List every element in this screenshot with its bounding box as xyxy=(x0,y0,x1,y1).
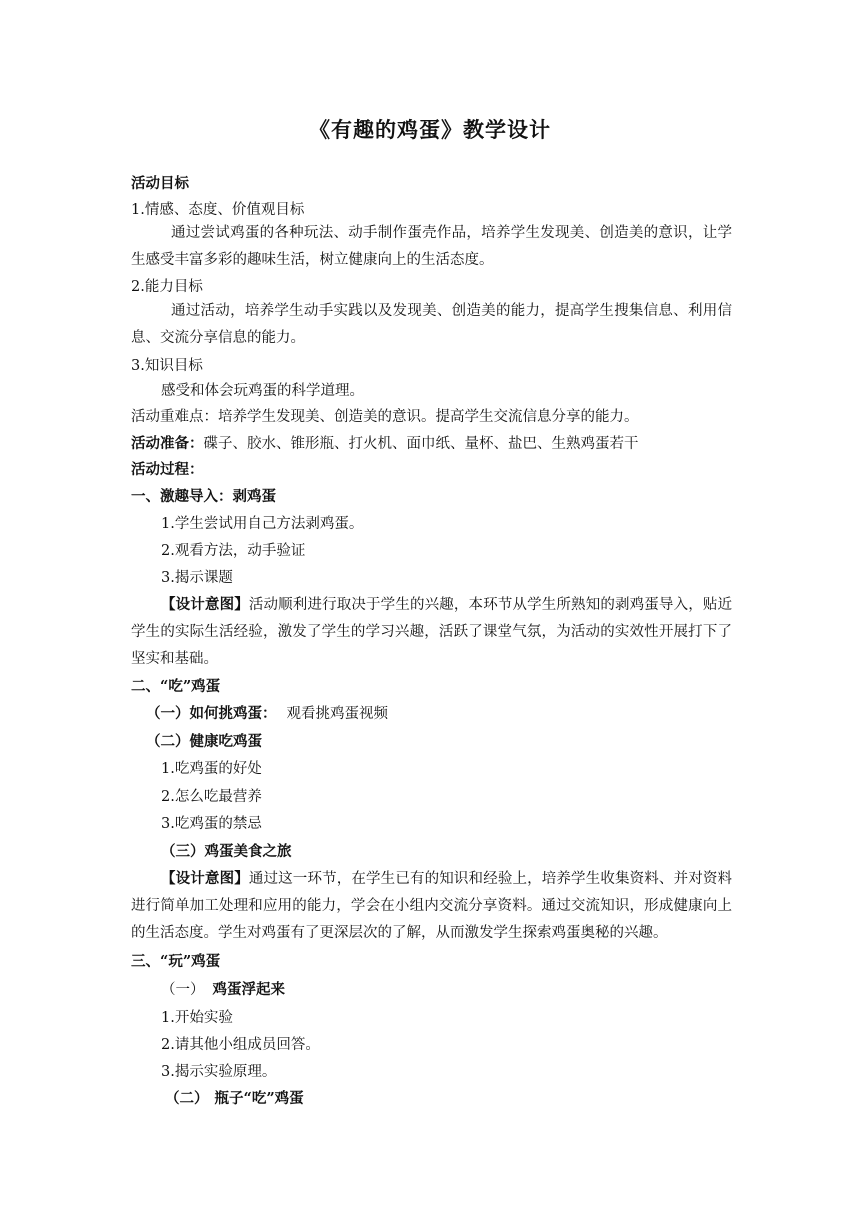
goal2-heading: 2.能力目标 xyxy=(131,279,203,295)
prep-text: 碟子、胶水、锥形瓶、打火机、面巾纸、量杯、盐巴、生熟鸡蛋若干 xyxy=(203,436,639,452)
section3-item: 2.请其他小组成员回答。 xyxy=(161,1037,320,1053)
section1-intent xyxy=(131,591,732,673)
sub1-title: 鸡蛋浮起来 xyxy=(212,981,285,998)
goal3-heading: 3.知识目标 xyxy=(131,358,203,374)
process-heading: 活动过程： xyxy=(131,461,204,478)
section2-heading: 二、“吃”鸡蛋 xyxy=(131,678,221,695)
section1-item: 1.学生尝试用自己方法剥鸡蛋。 xyxy=(161,516,364,532)
sub1-number: （一） xyxy=(161,982,205,998)
sub1-label: （一）如何挑鸡蛋： xyxy=(146,705,277,722)
document-title: 《有趣的鸡蛋》教学设计 xyxy=(309,117,551,142)
section1-heading: 一、激趣导入：剥鸡蛋 xyxy=(131,488,276,505)
section3-sub2 xyxy=(165,1089,304,1109)
section2-sub2: （二）健康吃鸡蛋 xyxy=(146,733,262,750)
sub2-label: （二） xyxy=(165,1090,209,1107)
section2-sub1 xyxy=(146,704,388,724)
goal1-text: 通过尝试鸡蛋的各种玩法、动手制作蛋壳作品，培养学生发现美、创造美的意识，让学生感受丰富多彩的趣味生活，树立健康向上的生活态度。 xyxy=(131,225,732,268)
goals-heading: 活动目标 xyxy=(131,175,189,192)
section2-intent xyxy=(131,865,732,947)
section3-sub1 xyxy=(161,980,285,1000)
section3-heading: 三、“玩”鸡蛋 xyxy=(131,953,221,970)
prep-label: 活动准备： xyxy=(131,435,204,452)
preparation xyxy=(131,434,639,454)
section1-item: 2.观看方法，动手验证 xyxy=(161,543,306,559)
section1-item: 3.揭示课题 xyxy=(161,570,233,586)
section2-item: 1.吃鸡蛋的好处 xyxy=(161,761,262,777)
section3-item: 3.揭示实验原理。 xyxy=(161,1064,277,1080)
intent-label: 【设计意图】 xyxy=(161,870,249,887)
intent-text: 通过这一环节，在学生已有的知识和经验上，培养学生收集资料、并对资料进行简单加工处理和应用的能力，学会在小组内交流分享资料。通过交流知识，形成健康向上的生活态度。学生对鸡蛋有了更深层次的了解，从而激发学生探索鸡蛋奥秘的兴趣。 xyxy=(131,871,733,941)
section3-item: 1.开始实验 xyxy=(161,1010,233,1026)
section2-sub3: （三）鸡蛋美食之旅 xyxy=(161,843,292,860)
goal1-heading: 1.情感、态度、价值观目标 xyxy=(131,202,305,218)
key-points: 活动重难点：培养学生发现美、创造美的意识。提高学生交流信息分享的能力。 xyxy=(131,409,639,425)
intent-text: 活动顺利进行取决于学生的兴趣，本环节从学生所熟知的剥鸡蛋导入，贴近学生的实际生活经验，激发了学生的学习兴趣，活跃了课堂气氛，为活动的实效性开展打下了坚实和基础。 xyxy=(131,597,733,667)
section2-item: 2.怎么吃最营养 xyxy=(161,789,262,805)
intent-label: 【设计意图】 xyxy=(161,596,249,613)
sub2-title: 瓶子“吃”鸡蛋 xyxy=(214,1090,304,1107)
goal3-text: 感受和体会玩鸡蛋的科学道理。 xyxy=(161,383,364,399)
sub1-text: 观看挑鸡蛋视频 xyxy=(286,706,388,722)
goal2-text: 通过活动，培养学生动手实践以及发现美、创造美的能力，提高学生搜集信息、利用信息、交流分享信息的能力。 xyxy=(131,303,732,346)
section2-item: 3.吃鸡蛋的禁忌 xyxy=(161,816,262,832)
